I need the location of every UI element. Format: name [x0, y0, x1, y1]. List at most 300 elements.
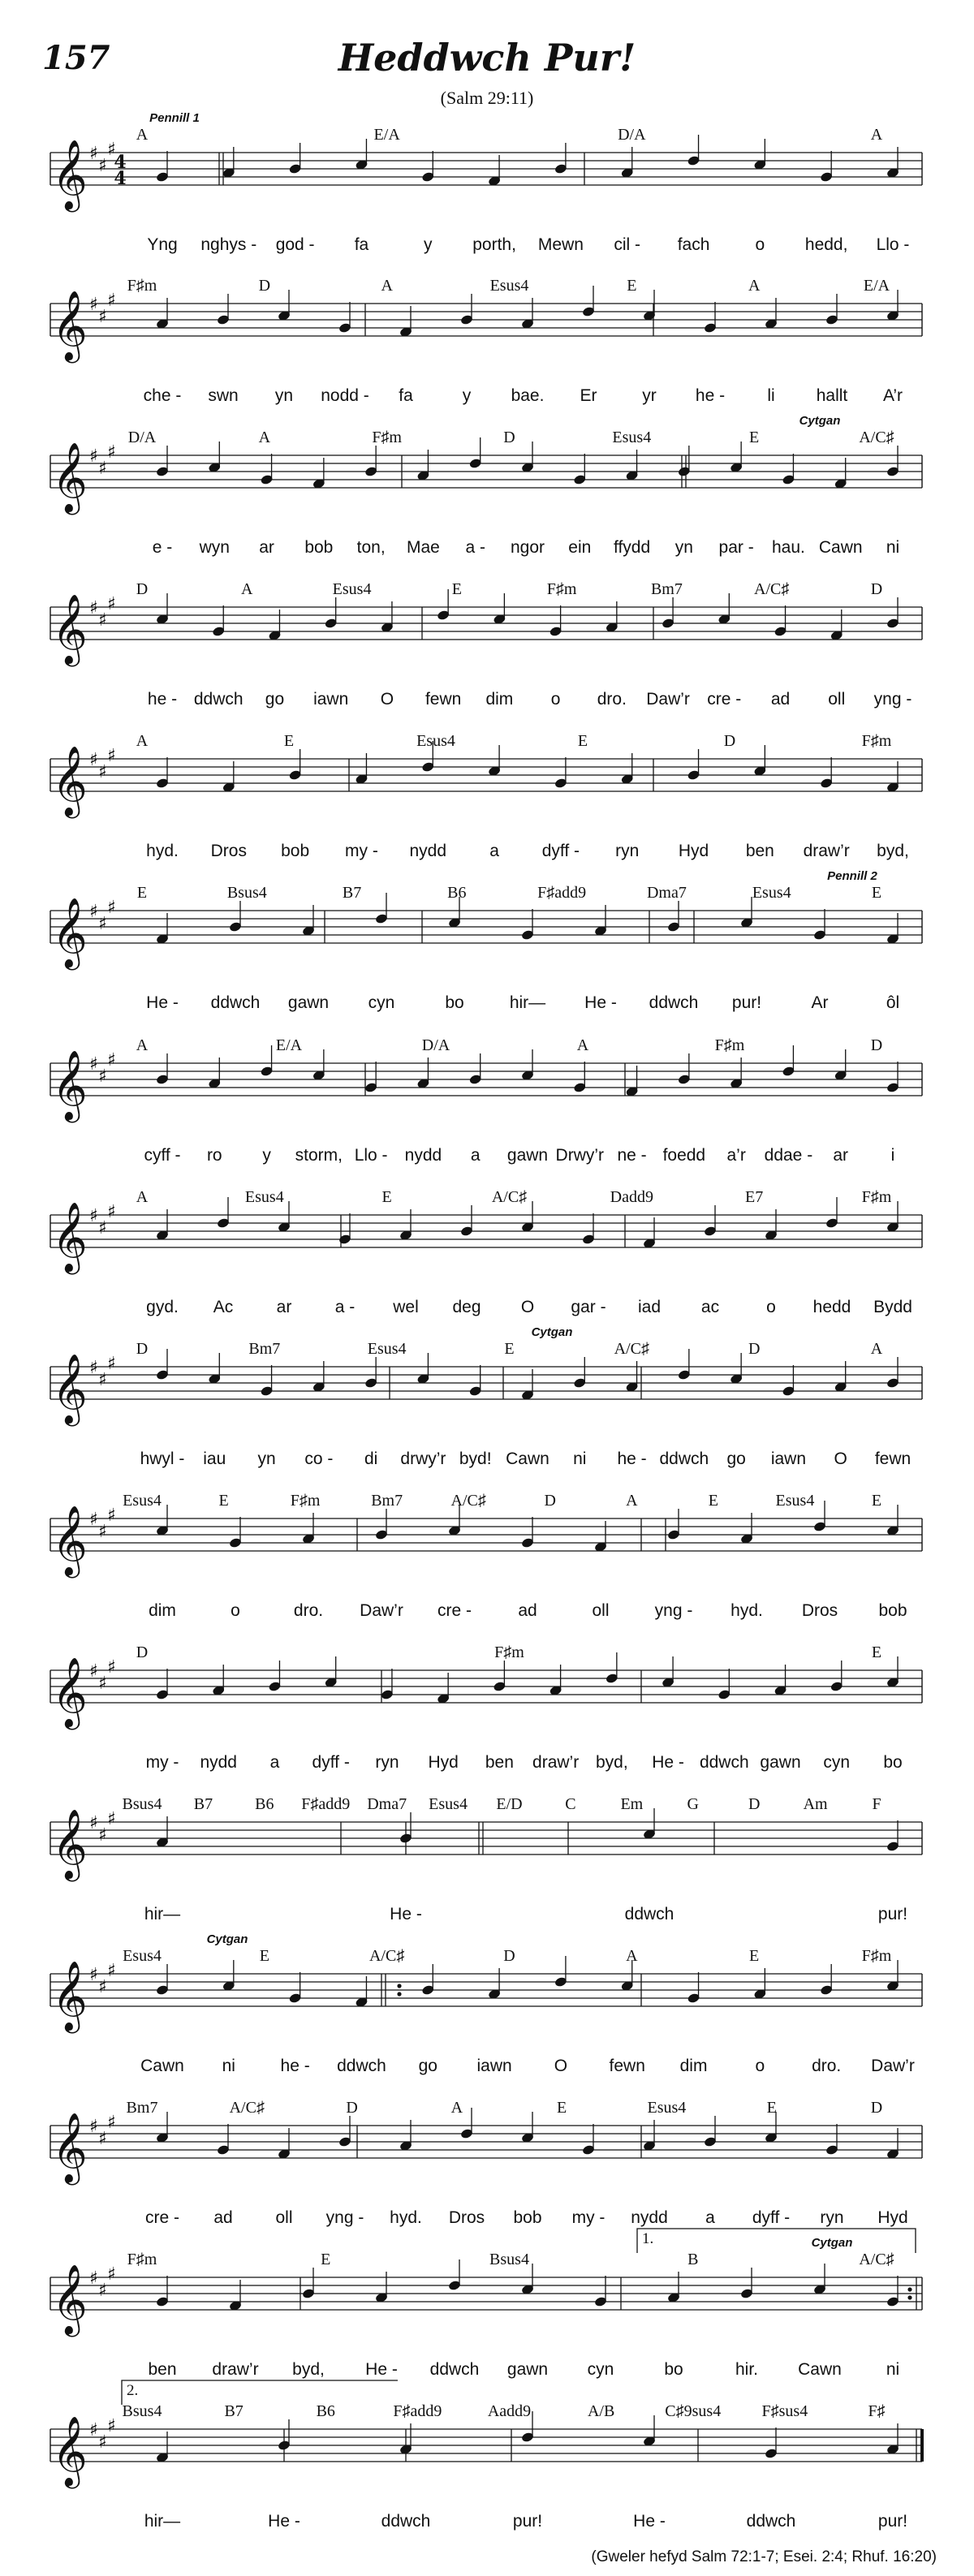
treble-clef-icon: 𝄞: [52, 594, 88, 664]
key-signature-sharp-icon: ♯: [89, 750, 98, 770]
key-signature-sharp-icon: ♯: [98, 914, 107, 934]
chord-symbol: D: [870, 1036, 883, 1054]
chord-symbol: D: [136, 580, 149, 598]
lyric-syllable: O: [520, 1298, 535, 1316]
volta-label: 2.: [127, 2382, 139, 2399]
chord-symbol: F♯add9: [393, 2402, 442, 2420]
lyric-syllable: i: [890, 1146, 895, 1165]
chord-symbol: D/A: [618, 126, 646, 144]
lyric-syllable: hallt: [816, 386, 848, 405]
lyric-syllable: wyn: [199, 538, 230, 557]
chord-symbol: A: [748, 277, 761, 295]
key-signature-sharp-icon: ♯: [98, 459, 107, 479]
lyric-syllable: He -: [633, 2512, 666, 2531]
chord-symbol: E: [259, 1947, 269, 1965]
lyric-syllable: Yng: [147, 235, 178, 254]
lyric-syllable: oll: [592, 1601, 610, 1620]
key-signature-sharp-icon: ♯: [107, 140, 116, 160]
lyric-syllable: a: [269, 1753, 280, 1772]
chord-symbol: A: [626, 1947, 638, 1965]
lyric-syllable: ad: [213, 2208, 233, 2227]
lyric-syllable: cre -: [437, 1601, 472, 1620]
key-signature-sharp-icon: ♯: [98, 307, 107, 327]
lyric-syllable: a: [470, 1146, 481, 1165]
chord-symbol: B6: [316, 2402, 335, 2420]
chord-symbol: E: [321, 2251, 331, 2268]
hymn-title: Heddwch Pur!: [338, 36, 636, 80]
chord-symbol: D: [346, 2099, 358, 2117]
lyric-syllable: co -: [304, 1450, 334, 1468]
chord-symbol: A: [136, 126, 149, 144]
key-signature-sharp-icon: ♯: [89, 1510, 98, 1530]
chord-symbol: E: [708, 1492, 718, 1510]
chord-symbol: E: [871, 1643, 882, 1661]
lyric-syllable: pur!: [731, 993, 762, 1012]
lyric-syllable: ni: [886, 2360, 900, 2379]
lyric-syllable: o: [755, 2057, 765, 2075]
lyric-syllable: swn: [208, 386, 239, 405]
lyric-syllable: bo: [883, 1753, 903, 1772]
lyric-syllable: byd,: [595, 1753, 628, 1772]
chord-symbol: Em: [620, 1795, 644, 1813]
lyric-syllable: cil -: [614, 235, 641, 254]
lyric-syllable: dyff -: [752, 2208, 791, 2227]
staff-system: [50, 1492, 922, 1620]
key-signature-sharp-icon: ♯: [98, 1522, 107, 1542]
lyric-syllable: Daw’r: [646, 690, 690, 709]
chord-symbol: A/B: [587, 2402, 615, 2420]
chord-symbol: Bm7: [371, 1492, 403, 1510]
chord-symbol: A/C♯: [450, 1492, 486, 1510]
staff-system: [50, 1188, 922, 1316]
scripture-references: (Gweler hefyd Salm 72:1-7; Esei. 2:4; Rhuf. 16:20): [591, 2548, 937, 2565]
chord-symbol: E: [557, 2099, 567, 2117]
key-signature-sharp-icon: ♯: [107, 1809, 116, 1829]
chord-symbol: D: [544, 1492, 557, 1510]
lyric-syllable: ton,: [356, 538, 386, 557]
key-signature-sharp-icon: ♯: [107, 594, 116, 614]
lyric-syllable: Dros: [448, 2208, 485, 2227]
chord-symbol: Bsus4: [489, 2251, 529, 2268]
key-signature-sharp-icon: ♯: [98, 1066, 107, 1087]
hymn-number: 157: [42, 39, 110, 77]
key-signature-sharp-icon: ♯: [98, 2432, 107, 2453]
staff-system: [50, 2099, 922, 2227]
chord-symbol: E: [577, 732, 588, 750]
lyric-syllable: A’r: [882, 386, 903, 405]
key-signature-sharp-icon: ♯: [98, 156, 107, 176]
lyric-syllable: nydd: [631, 2208, 668, 2227]
chord-symbol: A/C♯: [368, 1947, 405, 1965]
lyric-syllable: Dros: [210, 842, 247, 860]
chord-symbol: C♯9sus4: [665, 2402, 722, 2420]
chord-symbol: A: [136, 1036, 149, 1054]
treble-clef-icon: 𝄞: [52, 2264, 88, 2334]
chord-symbol: Esus4: [775, 1492, 815, 1510]
lyric-syllable: god -: [275, 235, 315, 254]
chord-symbol: F♯m: [546, 580, 577, 598]
chord-symbol: A: [136, 732, 149, 750]
chord-symbol: Esus4: [489, 277, 529, 295]
lyric-syllable: he -: [695, 386, 726, 405]
treble-clef-icon: 𝄞: [52, 2416, 88, 2486]
chord-symbol: Bsus4: [226, 884, 267, 902]
section-marker: Cytgan: [799, 414, 841, 428]
lyric-syllable: Llo -: [354, 1146, 388, 1165]
repeat-dot: [397, 1992, 401, 1996]
staff-system: [50, 414, 922, 557]
lyric-syllable: yn: [257, 1450, 276, 1468]
chord-symbol: E: [451, 580, 462, 598]
staff-system: [50, 869, 922, 1012]
lyric-syllable: Daw’r: [360, 1601, 403, 1620]
chord-symbol: F♯m: [861, 732, 892, 750]
lyric-syllable: fewn: [874, 1450, 912, 1468]
chord-symbol: Esus4: [332, 580, 372, 598]
lyric-syllable: fa: [399, 386, 413, 405]
section-marker: Cytgan: [206, 1932, 248, 1946]
lyric-syllable: ddwch: [659, 1450, 709, 1468]
key-signature-sharp-icon: ♯: [89, 1813, 98, 1833]
lyric-syllable: byd!: [459, 1450, 492, 1468]
lyric-syllable: my -: [145, 1753, 179, 1772]
lyric-syllable: ac: [700, 1298, 720, 1316]
chord-symbol: E: [766, 2099, 777, 2117]
lyric-syllable: ad: [770, 690, 791, 709]
lyric-syllable: ro: [206, 1146, 222, 1165]
chord-symbol: D/A: [127, 429, 157, 446]
key-signature-sharp-icon: ♯: [107, 1657, 116, 1678]
lyric-syllable: dim: [149, 1601, 176, 1620]
chord-symbol: B7: [193, 1795, 213, 1813]
lyric-syllable: hir—: [144, 2512, 181, 2531]
chord-symbol: D: [136, 1643, 149, 1661]
lyric-syllable: ngor: [510, 538, 545, 557]
lyric-syllable: ar: [276, 1298, 292, 1316]
key-signature-sharp-icon: ♯: [89, 2268, 98, 2289]
key-signature-sharp-icon: ♯: [107, 1050, 116, 1070]
chord-symbol: C: [565, 1795, 576, 1813]
chord-symbol: F♯m: [861, 1947, 892, 1965]
chord-symbol: E: [749, 1947, 760, 1965]
lyric-syllable: wel: [393, 1298, 419, 1316]
lyric-syllable: hedd,: [804, 235, 848, 254]
chord-symbol: Esus4: [416, 732, 455, 750]
chord-symbol: E/A: [275, 1036, 303, 1054]
staff-system: [50, 111, 922, 254]
key-signature-sharp-icon: ♯: [89, 598, 98, 618]
chord-symbol: E: [627, 277, 637, 295]
lyric-syllable: Er: [580, 386, 597, 405]
chord-symbol: F♯: [868, 2402, 886, 2420]
treble-clef-icon: 𝄞: [52, 898, 88, 967]
key-signature-sharp-icon: ♯: [107, 1354, 116, 1374]
treble-clef-icon: 𝄞: [52, 1050, 88, 1120]
chord-symbol: D: [870, 580, 883, 598]
chord-symbol: F♯m: [127, 2251, 157, 2268]
chord-symbol: F♯add9: [301, 1795, 351, 1813]
chord-symbol: B7: [224, 2402, 244, 2420]
lyric-syllable: go: [418, 2057, 437, 2075]
lyric-syllable: iawn: [770, 1450, 807, 1468]
key-signature-sharp-icon: ♯: [107, 746, 116, 766]
lyric-syllable: my -: [571, 2208, 606, 2227]
lyric-syllable: porth,: [472, 235, 516, 254]
volta-label: 1.: [642, 2230, 654, 2247]
lyric-syllable: ddwch: [746, 2512, 796, 2531]
lyric-syllable: hau.: [771, 538, 805, 557]
lyric-syllable: dro.: [812, 2057, 842, 2075]
chord-symbol: Esus4: [752, 884, 791, 902]
chord-symbol: F♯sus4: [761, 2402, 808, 2420]
lyric-syllable: Drwy’r: [555, 1146, 605, 1165]
lyric-syllable: iawn: [476, 2057, 512, 2075]
treble-clef-icon: 𝄞: [52, 1809, 88, 1879]
staff-system: [50, 1795, 922, 1923]
lyric-syllable: ni: [222, 2057, 235, 2075]
lyric-syllable: he -: [617, 1450, 647, 1468]
chord-symbol: A/C♯: [859, 429, 894, 446]
repeat-dot: [907, 2295, 912, 2299]
chord-symbol: Bsus4: [122, 1795, 162, 1813]
lyric-syllable: a’r: [726, 1146, 746, 1165]
lyric-syllable: ar: [833, 1146, 849, 1165]
chord-symbol: E: [749, 429, 760, 446]
lyric-syllable: pur!: [877, 1905, 908, 1923]
lyric-syllable: my -: [345, 842, 378, 860]
lyric-syllable: O: [380, 690, 394, 709]
volta-bracket: [637, 2229, 916, 2253]
lyric-syllable: bob: [513, 2208, 542, 2227]
lyric-syllable: cyn: [368, 993, 395, 1012]
treble-clef-icon: 𝄞: [52, 1202, 88, 1272]
lyric-syllable: bo: [445, 993, 464, 1012]
lyric-syllable: ddwch: [429, 2360, 480, 2379]
key-signature-sharp-icon: ♯: [89, 1661, 98, 1682]
chord-symbol: F♯m: [290, 1492, 321, 1510]
chord-symbol: A: [381, 277, 393, 295]
lyric-syllable: ein: [568, 538, 592, 557]
repeat-dot: [907, 2287, 912, 2291]
chord-symbol: Esus4: [612, 429, 652, 446]
lyric-syllable: gawn: [287, 993, 330, 1012]
lyric-syllable: y: [462, 386, 472, 405]
chord-symbol: A: [258, 429, 271, 446]
lyric-syllable: Hyd: [877, 2208, 908, 2227]
chord-symbol: Am: [803, 1795, 828, 1813]
lyric-syllable: di: [364, 1450, 378, 1468]
chord-symbol: F♯m: [372, 429, 403, 446]
lyric-syllable: gyd.: [146, 1298, 179, 1316]
key-signature-sharp-icon: ♯: [107, 1506, 116, 1526]
repeat-dot: [397, 1984, 401, 1988]
key-signature-sharp-icon: ♯: [107, 1202, 116, 1222]
lyric-syllable: draw’r: [212, 2360, 259, 2379]
lyric-syllable: Cawn: [506, 1450, 549, 1468]
key-signature-sharp-icon: ♯: [89, 1054, 98, 1075]
chord-symbol: E: [381, 1188, 392, 1206]
chord-symbol: E/D: [496, 1795, 523, 1813]
section-marker: Pennill 1: [149, 111, 200, 125]
lyric-syllable: dim: [485, 690, 514, 709]
key-signature-sharp-icon: ♯: [98, 1977, 107, 1997]
lyric-syllable: a -: [334, 1298, 356, 1316]
lyric-syllable: oll: [828, 690, 846, 709]
lyric-syllable: go: [265, 690, 285, 709]
lyric-syllable: nydd: [200, 1753, 238, 1772]
chord-symbol: Dma7: [646, 884, 687, 902]
lyric-syllable: hedd: [812, 1298, 851, 1316]
lyric-syllable: cre -: [707, 690, 742, 709]
chord-symbol: F♯m: [127, 277, 157, 295]
lyric-syllable: nodd -: [321, 386, 369, 405]
staff-system: [50, 1036, 922, 1165]
key-signature-sharp-icon: ♯: [89, 2420, 98, 2440]
chord-symbol: A: [450, 2099, 463, 2117]
chord-symbol: A/C♯: [491, 1188, 528, 1206]
chord-symbol: B6: [255, 1795, 274, 1813]
chord-symbol: D: [136, 1340, 149, 1358]
chord-symbol: Esus4: [123, 1492, 162, 1510]
key-signature-sharp-icon: ♯: [89, 446, 98, 467]
section-marker: Cytgan: [531, 1325, 573, 1339]
chord-symbol: A: [870, 126, 883, 144]
chord-symbol: Bm7: [248, 1340, 281, 1358]
lyric-syllable: yn: [674, 538, 693, 557]
chord-symbol: E: [871, 884, 882, 902]
lyric-syllable: He -: [146, 993, 179, 1012]
chord-symbol: Esus4: [647, 2099, 687, 2117]
staff-system: [50, 1932, 922, 2075]
chord-symbol: D: [748, 1340, 761, 1358]
lyric-syllable: ryn: [375, 1753, 399, 1772]
chord-symbol: D: [258, 277, 271, 295]
lyric-syllable: hyd.: [730, 1601, 763, 1620]
chord-symbol: D: [503, 1947, 515, 1965]
chord-symbol: D: [870, 2099, 883, 2117]
chord-symbol: A/C♯: [614, 1340, 650, 1358]
time-signature-top: 4: [114, 152, 127, 173]
staff-systems: [50, 111, 922, 2531]
key-signature-sharp-icon: ♯: [89, 295, 98, 315]
lyric-syllable: o: [755, 235, 765, 254]
lyric-syllable: yng -: [325, 2208, 364, 2227]
lyric-syllable: ryn: [820, 2208, 844, 2227]
lyric-syllable: ôl: [886, 993, 900, 1012]
lyric-syllable: li: [767, 386, 775, 405]
lyric-syllable: Mewn: [537, 235, 584, 254]
lyric-syllable: y: [262, 1146, 271, 1165]
key-signature-sharp-icon: ♯: [107, 1961, 116, 1981]
lyric-syllable: byd,: [877, 842, 909, 860]
key-signature-sharp-icon: ♯: [98, 1370, 107, 1390]
chord-symbol: F♯m: [861, 1188, 892, 1206]
lyric-syllable: bo: [664, 2360, 683, 2379]
lyric-syllable: ddwch: [337, 2057, 386, 2075]
lyric-syllable: Ac: [213, 1298, 234, 1316]
chord-symbol: D: [748, 1795, 761, 1813]
lyric-syllable: ddwch: [210, 993, 261, 1012]
lyric-syllable: ddwch: [699, 1753, 749, 1772]
lyric-syllable: O: [554, 2057, 568, 2075]
lyric-syllable: bae.: [511, 386, 545, 405]
lyric-syllable: dim: [679, 2057, 708, 2075]
chord-symbol: E: [504, 1340, 515, 1358]
lyric-syllable: ryn: [615, 842, 640, 860]
lyric-syllable: o: [231, 1601, 240, 1620]
lyric-syllable: cyn: [587, 2360, 614, 2379]
key-signature-sharp-icon: ♯: [107, 2416, 116, 2436]
lyric-syllable: he -: [280, 2057, 310, 2075]
lyric-syllable: y: [424, 235, 433, 254]
lyric-syllable: e -: [152, 538, 173, 557]
chord-symbol: A: [870, 1340, 883, 1358]
lyric-syllable: draw’r: [803, 842, 850, 860]
lyric-syllable: ddwch: [649, 993, 699, 1012]
volta-bracket: [122, 2380, 398, 2405]
lyric-syllable: Llo -: [876, 235, 910, 254]
lyric-syllable: cyff -: [144, 1146, 181, 1165]
lyric-syllable: hyd.: [390, 2208, 422, 2227]
time-signature-bottom: 4: [114, 168, 127, 189]
lyric-syllable: ddae -: [764, 1146, 813, 1165]
lyric-syllable: a: [489, 842, 499, 860]
lyric-syllable: fewn: [425, 690, 462, 709]
chord-symbol: D/A: [421, 1036, 450, 1054]
lyric-syllable: Hyd: [678, 842, 709, 860]
key-signature-sharp-icon: ♯: [107, 898, 116, 918]
chord-symbol: D: [723, 732, 736, 750]
section-marker: Cytgan: [811, 2236, 853, 2250]
lyric-syllable: Cawn: [818, 538, 863, 557]
chord-symbol: F: [872, 1795, 881, 1813]
key-signature-sharp-icon: ♯: [89, 2117, 98, 2137]
lyric-syllable: ddwch: [193, 690, 244, 709]
chord-symbol: B: [687, 2251, 699, 2268]
chord-symbol: E/A: [373, 126, 400, 144]
lyric-syllable: hwyl -: [140, 1450, 185, 1468]
key-signature-sharp-icon: ♯: [98, 2281, 107, 2301]
lyric-syllable: gar -: [571, 1298, 606, 1316]
lyric-syllable: ne -: [617, 1146, 647, 1165]
lyric-syllable: Dros: [801, 1601, 838, 1620]
chord-symbol: A/C♯: [754, 580, 790, 598]
chord-symbol: E: [283, 732, 295, 750]
chord-symbol: Aadd9: [487, 2402, 532, 2420]
key-signature-sharp-icon: ♯: [107, 2264, 116, 2285]
chord-symbol: E: [218, 1492, 229, 1510]
lyric-syllable: bob: [304, 538, 334, 557]
lyric-syllable: pur!: [877, 2512, 908, 2531]
section-marker: Pennill 2: [827, 869, 877, 883]
lyric-syllable: dyff -: [312, 1753, 350, 1772]
chord-symbol: B7: [342, 884, 362, 902]
treble-clef-icon: 𝄞: [52, 746, 88, 816]
key-signature-sharp-icon: ♯: [89, 1965, 98, 1985]
lyric-syllable: iau: [203, 1450, 226, 1468]
lyric-syllable: deg: [452, 1298, 481, 1316]
lyric-syllable: O: [834, 1450, 847, 1468]
chord-symbol: F♯add9: [537, 884, 587, 902]
lyric-syllable: a: [705, 2208, 715, 2227]
lyric-syllable: par -: [718, 538, 754, 557]
treble-clef-icon: 𝄞: [52, 140, 88, 209]
lyric-syllable: ddwch: [381, 2512, 431, 2531]
lyric-syllable: a -: [465, 538, 485, 557]
lyric-syllable: nydd: [404, 1146, 442, 1165]
key-signature-sharp-icon: ♯: [89, 1358, 98, 1378]
chord-symbol: Esus4: [367, 1340, 407, 1358]
